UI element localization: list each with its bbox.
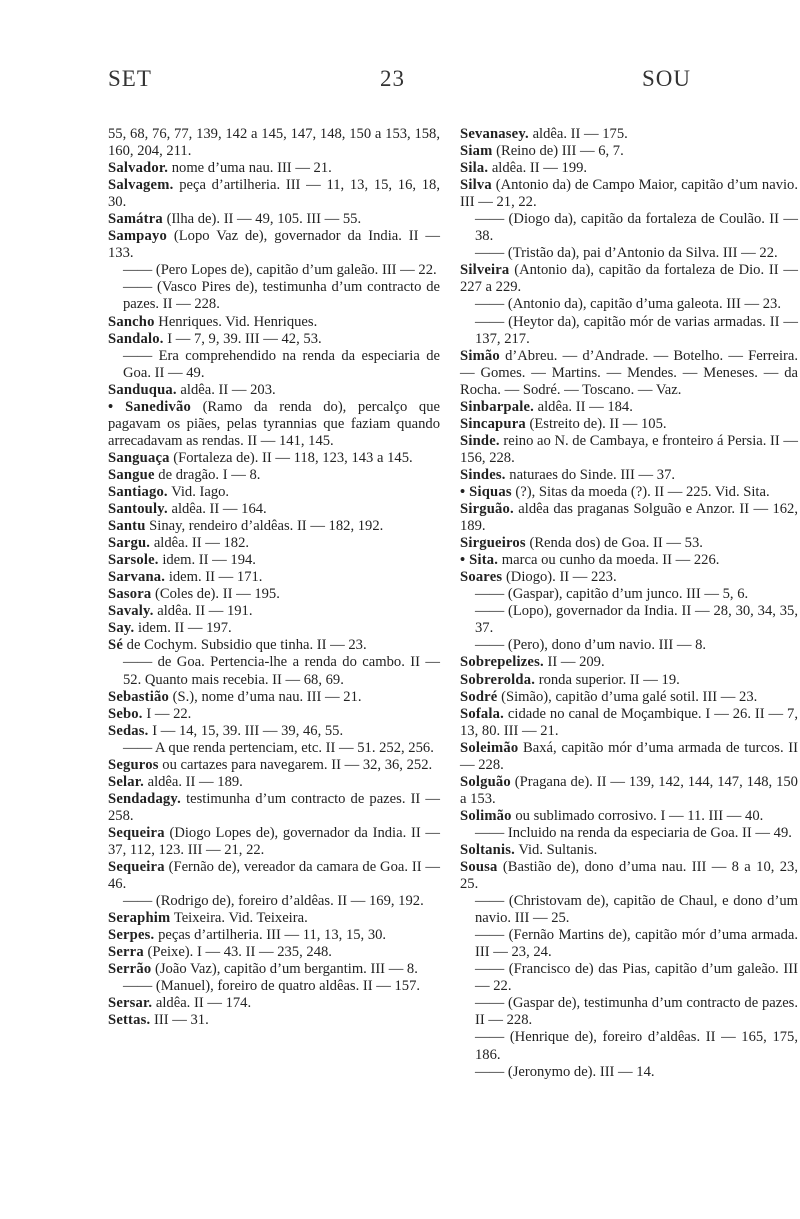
running-header-right: SOU: [642, 66, 692, 91]
entry-text: aldêa. II — 182.: [153, 535, 250, 552]
index-entry: [108, 859, 440, 893]
entry-text: idem. II — 197.: [138, 620, 232, 637]
entry-headword: Selar.: [108, 773, 144, 790]
index-entry: [108, 535, 440, 552]
index-entry: [460, 893, 798, 927]
entry-headword: Sequeira: [108, 859, 165, 876]
entry-headword: Sinbarpale.: [460, 398, 534, 415]
entry-headword: Serrão: [108, 961, 152, 978]
entry-headword: Siam: [460, 143, 493, 160]
entry-text: (Pragana de). II — 139, 142, 144, 147, 148, 150 a 153.: [460, 773, 798, 807]
index-entry: [108, 399, 440, 450]
entry-headword: Sanguaça: [108, 449, 170, 466]
index-entry: [108, 552, 440, 569]
entry-headword: Solimão: [460, 807, 512, 824]
entry-headword: • Siquas: [460, 483, 512, 500]
index-entry: [460, 1029, 798, 1063]
entry-text: I — 14, 15, 39. III — 39, 46, 55.: [152, 722, 344, 739]
index-entry: [460, 484, 798, 501]
entry-text: —— (Antonio da), capitão d’uma galeota. III — 23.: [475, 296, 781, 313]
entry-text: —— (Henrique de), foreiro d’aldêas. II — 165, 175, 186.: [475, 1029, 798, 1063]
index-entry: [460, 637, 798, 654]
entry-headword: Samátra: [108, 211, 163, 228]
index-entry: [460, 859, 798, 893]
index-entry: [108, 910, 440, 927]
index-entry: [108, 706, 440, 723]
index-entry: [108, 927, 440, 944]
index-entry: [108, 689, 440, 706]
entry-text: —— (Diogo da), capitão da fortaleza de Coulão. II — 38.: [475, 211, 798, 245]
entry-text: (Antonio da) de Campo Maior, capitão d’um navio. III — 21, 22.: [460, 177, 798, 211]
index-entry: [460, 706, 798, 740]
entry-text: cidade no canal de Moçambique. I — 26. II — 7, 13, 80. III — 21.: [460, 705, 798, 739]
entry-headword: Sequeira: [108, 824, 165, 841]
entry-text: (Coles de). II — 195.: [155, 586, 280, 603]
entry-text: (?), Sitas da moeda (?). II — 225. Vid. Sita.: [515, 483, 770, 500]
entry-headword: Sanduqua.: [108, 381, 177, 398]
entry-text: (João Vaz), capitão d’um bergantim. III — 8.: [155, 961, 418, 978]
index-column-right: [460, 126, 798, 1081]
entry-text: II — 209.: [547, 654, 605, 671]
index-entry: [460, 586, 798, 603]
entry-headword: Sandalo.: [108, 330, 164, 347]
entry-text: —— (Rodrigo de), foreiro d’aldêas. II — 169, 192.: [123, 893, 424, 910]
entry-headword: Sendadagy.: [108, 790, 181, 807]
entry-text: de Cochym. Subsidio que tinha. II — 23.: [126, 637, 367, 654]
running-header-left: SET: [108, 66, 152, 91]
index-entry: [460, 808, 798, 825]
index-entry: [460, 927, 798, 961]
index-entry: [108, 774, 440, 791]
entry-headword: Serpes.: [108, 927, 155, 944]
entry-headword: Sobrepelizes.: [460, 654, 544, 671]
entry-text: (Ilha de). II — 49, 105. III — 55.: [166, 211, 362, 228]
index-entry: [108, 501, 440, 518]
entry-text: (Peixe). I — 43. II — 235, 248.: [147, 944, 332, 961]
entry-headword: Seraphim: [108, 910, 171, 927]
entry-text: aldêa. II — 189.: [147, 773, 243, 790]
index-entry: [108, 978, 440, 995]
entry-headword: Sila.: [460, 160, 489, 177]
entry-headword: Savaly.: [108, 603, 154, 620]
entry-text: —— (Tristão da), pai d’Antonio da Silva. III — 22.: [475, 245, 778, 262]
index-entry: [108, 620, 440, 637]
index-entry: [108, 518, 440, 535]
entry-text: Baxá, capitão mór d’uma armada de turcos. II — 228.: [460, 739, 798, 773]
index-entry: [460, 842, 798, 859]
entry-headword: Sedas.: [108, 722, 149, 739]
index-entry: [460, 348, 798, 399]
index-entry: [108, 757, 440, 774]
entry-text: —— (Vasco Pires de), testimunha d’um contracto de pazes. II — 228.: [123, 279, 440, 313]
entry-text: —— (Christovam de), capitão de Chaul, e dono d’um navio. III — 25.: [475, 893, 798, 927]
entry-headword: Sancho: [108, 313, 155, 330]
entry-text: ou sublimado corrosivo. I — 11. III — 40.: [515, 807, 764, 824]
entry-headword: Sinde.: [460, 432, 500, 449]
entry-text: aldêa. II — 199.: [491, 160, 588, 177]
index-entry: [460, 654, 798, 671]
index-entry: [108, 126, 440, 160]
entry-text: Vid. Iago.: [171, 483, 230, 500]
entry-headword: Simão: [460, 347, 500, 364]
entry-headword: Sevanasey.: [460, 126, 529, 142]
index-entry: [108, 791, 440, 825]
entry-headword: Solguão: [460, 773, 511, 790]
index-entry: [460, 416, 798, 433]
index-entry: [108, 1012, 440, 1029]
entry-headword: Say.: [108, 620, 135, 637]
entry-text: —— (Gaspar), capitão d’um junco. III — 5, 6.: [475, 586, 749, 603]
entry-text: —— (Fernão Martins de), capitão mór d’uma armada. III — 23, 24.: [475, 927, 798, 961]
entry-text: Sinay, rendeiro d’aldêas. II — 182, 192.: [149, 518, 384, 535]
entry-text: —— (Gaspar de), testimunha d’um contracto de pazes. II — 228.: [475, 995, 798, 1029]
entry-text: —— (Manuel), foreiro de quatro aldêas. II — 157.: [123, 978, 421, 995]
index-entry: [108, 348, 440, 382]
entry-headword: Sargu.: [108, 535, 151, 552]
entry-text: —— (Jeronymo de). III — 14.: [475, 1063, 655, 1080]
entry-text: aldêa das praganas Solguão e Anzor. II — 162, 189.: [460, 501, 798, 535]
index-entry: [108, 467, 440, 484]
entry-headword: Sirgueiros: [460, 535, 526, 552]
index-entry: [460, 569, 798, 586]
entry-text: (Antonio da), capitão da fortaleza de Dio. II — 227 a 229.: [460, 262, 798, 296]
entry-headword: Silveira: [460, 262, 510, 279]
entry-text: peça d’artilheria. III — 11, 13, 15, 16, 18, 30.: [108, 177, 441, 211]
index-entry: [108, 825, 440, 859]
entry-headword: Salvagem.: [108, 177, 174, 194]
entry-text: I — 22.: [146, 705, 192, 722]
index-entry: [460, 1064, 798, 1081]
entry-headword: Santiago.: [108, 483, 168, 500]
entry-headword: Sodré: [460, 688, 498, 705]
entry-text: (Lopo Vaz de), governador da India. II — 133.: [108, 228, 441, 262]
index-entry: [460, 740, 798, 774]
index-entry: [108, 603, 440, 620]
entry-headword: Sousa: [460, 859, 498, 876]
entry-text: (Estreito de). II — 105.: [529, 415, 667, 432]
index-entry: [108, 654, 440, 688]
entry-text: —— (Heytor da), capitão mór de varias armadas. II — 137, 217.: [475, 313, 798, 347]
entry-text: idem. II — 194.: [162, 552, 256, 569]
entry-headword: Sersar.: [108, 995, 153, 1012]
entry-headword: Settas.: [108, 1012, 151, 1029]
entry-text: aldêa. II — 174.: [155, 995, 252, 1012]
index-entry: [108, 586, 440, 603]
index-entry: [108, 569, 440, 586]
entry-text: —— de Goa. Pertencia-lhe a renda do cambo. II — 52. Quanto mais recebia. II — 68, 69.: [123, 654, 440, 688]
entry-headword: Sirguão.: [460, 501, 514, 518]
index-entry: [108, 177, 440, 211]
index-entry: [460, 961, 798, 995]
entry-headword: Sampayo: [108, 228, 167, 245]
index-entry: [108, 961, 440, 978]
entry-text: (Ramo da renda do), percalço que pagavam os piães, pelas tyrannias que faziam quando arrecadavam as rendas. II — 141, 145.: [108, 398, 440, 449]
index-entry: [460, 774, 798, 808]
entry-text: (Simão), capitão d’uma galé sotil. III — 23.: [501, 688, 758, 705]
entry-headword: • Sita.: [460, 552, 499, 569]
entry-text: ou cartazes para navegarem. II — 32, 36, 252.: [162, 756, 433, 773]
index-entry: [460, 177, 798, 211]
entry-text: (Diogo Lopes de), governador da India. II — 37, 112, 123. III — 21, 22.: [108, 824, 440, 858]
entry-text: III — 31.: [154, 1012, 209, 1029]
entry-text: ronda superior. II — 19.: [538, 671, 680, 688]
index-entry: [108, 944, 440, 961]
entry-text: peças d’artilheria. III — 11, 13, 15, 30.: [158, 927, 387, 944]
entry-headword: Sé: [108, 637, 123, 654]
entry-text: (Fortaleza de). II — 118, 123, 143 a 145.: [173, 449, 413, 466]
index-entry: [108, 331, 440, 348]
entry-text: —— (Pero), dono d’um navio. III — 8.: [475, 637, 707, 654]
entry-headword: Soleimão: [460, 739, 519, 756]
index-entry: [460, 825, 798, 842]
entry-headword: Santu: [108, 518, 146, 535]
entry-text: —— A que renda pertenciam, etc. II — 51. 252, 256.: [123, 739, 434, 756]
index-entry: [108, 637, 440, 654]
entry-headword: Sebastião: [108, 688, 169, 705]
index-column-left: [108, 126, 440, 1029]
index-entry: [460, 433, 798, 467]
index-entry: [108, 279, 440, 313]
entry-headword: Sincapura: [460, 415, 526, 432]
entry-text: (Fernão de), vereador da camara de Goa. II — 46.: [108, 859, 441, 893]
entry-headword: Seguros: [108, 756, 159, 773]
entry-text: (Renda dos) de Goa. II — 53.: [529, 535, 703, 552]
entry-headword: Soares: [460, 569, 503, 586]
entry-text: aldêa. II — 164.: [171, 501, 267, 518]
entry-headword: Sarsole.: [108, 552, 159, 569]
entry-text: —— (Pero Lopes de), capitão d’um galeão. III — 22.: [123, 262, 437, 279]
entry-headword: Santouly.: [108, 501, 168, 518]
entry-text: —— Era comprehendido na renda da especiaria de Goa. II — 49.: [123, 347, 440, 381]
index-entry: [108, 484, 440, 501]
index-entry: [108, 893, 440, 910]
index-entry: [460, 552, 798, 569]
entry-text: (Diogo). II — 223.: [505, 569, 617, 586]
entry-headword: Sangue: [108, 466, 155, 483]
entry-text: aldêa. II — 175.: [532, 126, 628, 142]
entry-headword: Sasora: [108, 586, 152, 603]
entry-headword: Sarvana.: [108, 569, 166, 586]
index-entry: [460, 689, 798, 706]
index-entry: [460, 160, 798, 177]
index-entry: [108, 723, 440, 740]
entry-text: marca ou cunho da moeda. II — 226.: [501, 552, 720, 569]
index-entry: [460, 314, 798, 348]
index-entry: [460, 143, 798, 160]
entry-headword: Salvador.: [108, 160, 169, 177]
entry-text: Henriques. Vid. Henriques.: [158, 313, 318, 330]
entry-text: (S.), nome d’uma nau. III — 21.: [172, 688, 362, 705]
index-entry: [460, 126, 798, 143]
index-entry: [460, 296, 798, 313]
entry-text: Vid. Sultanis.: [518, 841, 598, 858]
entry-text: aldêa. II — 203.: [180, 381, 276, 398]
index-entry: [460, 995, 798, 1029]
entry-text: —— Incluido na renda da especiaria de Goa. II — 49.: [475, 824, 792, 841]
entry-headword: Serra: [108, 944, 144, 961]
index-entry: [108, 160, 440, 177]
index-entry: [108, 995, 440, 1012]
entry-text: (Bastião de), dono d’uma nau. III — 8 a 10, 23, 25.: [460, 859, 798, 893]
entry-headword: Sindes.: [460, 466, 506, 483]
index-entry: [460, 501, 798, 535]
entry-headword: Silva: [460, 177, 492, 194]
entry-text: d’Abreu. — d’Andrade. — Botelho. — Ferreira. — Gomes. — Martins. — Mendes. — Meneses. — da Rocha. — Sodré. — Toscano. — Vaz.: [460, 347, 798, 398]
entry-text: I — 7, 9, 39. III — 42, 53.: [167, 330, 322, 347]
entry-text: idem. II — 171.: [168, 569, 263, 586]
index-entry: [460, 399, 798, 416]
page-number: 23: [380, 66, 405, 91]
entry-text: —— (Francisco de) das Pias, capitão d’um galeão. III — 22.: [475, 961, 798, 995]
index-entry: [108, 314, 440, 331]
entry-text: aldêa. II — 191.: [157, 603, 253, 620]
index-entry: [108, 262, 440, 279]
entry-headword: Soltanis.: [460, 841, 515, 858]
entry-text: de dragão. I — 8.: [158, 466, 261, 483]
entry-text: aldêa. II — 184.: [537, 398, 633, 415]
index-entry: [460, 535, 798, 552]
index-entry: [108, 228, 440, 262]
entry-text: nome d’uma nau. III — 21.: [171, 160, 332, 177]
entry-text: naturaes do Sinde. III — 37.: [509, 466, 676, 483]
index-entry: [108, 382, 440, 399]
index-entry: [108, 450, 440, 467]
entry-text: reino ao N. de Cambaya, e fronteiro á Persia. II — 156, 228.: [460, 432, 798, 466]
entry-text: 55, 68, 76, 77, 139, 142 a 145, 147, 148, 150 a 153, 158, 160, 204, 211.: [108, 126, 440, 160]
index-entry: [460, 262, 798, 296]
entry-headword: Sofala.: [460, 705, 504, 722]
index-entry: [460, 603, 798, 637]
entry-text: —— (Lopo), governador da India. II — 28, 30, 34, 35, 37.: [475, 603, 798, 637]
entry-text: Teixeira. Vid. Teixeira.: [173, 910, 308, 927]
index-entry: [460, 467, 798, 484]
index-entry: [108, 740, 440, 757]
entry-headword: Sobreroldа.: [460, 671, 536, 688]
index-entry: [460, 211, 798, 245]
index-entry: [460, 245, 798, 262]
entry-headword: Sebo.: [108, 705, 143, 722]
entry-text: testimunha d’um contracto de pazes. II — 258.: [108, 790, 440, 824]
index-entry: [108, 211, 440, 228]
entry-text: (Reino de) III — 6, 7.: [496, 143, 624, 160]
index-entry: [460, 672, 798, 689]
entry-headword: • Sanedivão: [108, 398, 191, 415]
